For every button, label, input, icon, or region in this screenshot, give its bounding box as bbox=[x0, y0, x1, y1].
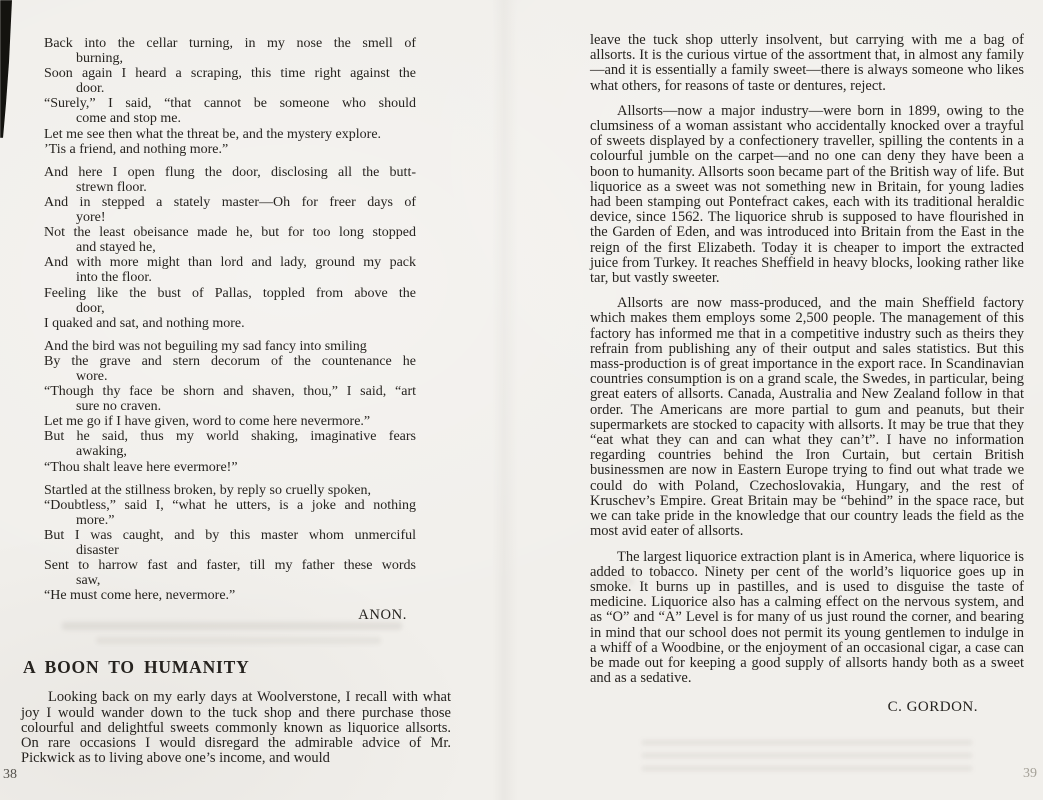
poem-line: come and stop me. bbox=[76, 111, 181, 127]
article-paragraph: The largest liquorice extraction plant is in America, where liquorice is added to tobacco. Ninety per cent of the world’s liquorice goes up in smoke. It burns up in pastilles, and is used to disguise the taste of medicine. Liquorice also has a calming effect on the nervous system, and as “O” and “A” Level is for many of us just round the corner, and bearing in mind that our school does not permit its young gentlemen to indulge in a whiff of a Woodbine, or the enjoyment of an occasional cigar, a case can be made out for keeping a good supply of allsorts handy both as a sweet and as a sedative. bbox=[590, 548, 1024, 687]
poem-line: “He must come here, nevermore.” bbox=[44, 588, 236, 604]
article-continuation bbox=[590, 33, 1024, 686]
poem-line: By the grave and stern decorum of the countenance he bbox=[44, 353, 416, 369]
show-through-smudge bbox=[62, 622, 402, 630]
left-page bbox=[21, 36, 451, 776]
poem-line: “Thou shalt leave here evermore!” bbox=[44, 459, 238, 475]
poem-line: door. bbox=[76, 81, 105, 97]
poem-line: sure no craven. bbox=[76, 399, 162, 415]
poem-line: Back into the cellar turning, in my nose the smell of bbox=[44, 36, 416, 51]
poem-line: ’Tis a friend, and nothing more.” bbox=[44, 141, 229, 157]
poem-line: “Though thy face be shorn and shaven, thou,” I said, “art bbox=[44, 384, 416, 400]
article-paragraph: Allsorts are now mass-produced, and the main Sheffield factory which makes them employs some 2,500 people. The management of this factory has informed me that in a competitive industry such as theirs they refrain from publishing any of their output and sales statistics. But this mass-production is of great importance in the export race. In Scandinavian countries consumption is on a grand scale, the Swedes, in particular, being great eaters of allsorts. Canada, Australia and New Zealand follow in that order. The Americans are more partial to gum and peanuts, but their supermarkets are stocked to capacity with allsorts. It may be true that they “eat what they can and can what they can’t”. I have no information regarding countries behind the Iron Curtain, but certain British businessmen are now in Eastern Europe trying to find out what trade we could do with Poland, Czechoslovakia, Hungary, and the rest of Kruschev’s Empire. Great Britain may be “behind” in the space race, but we can take pride in the knowledge that our country leads the field as the most avid eater of allsorts. bbox=[590, 295, 1024, 540]
poem-line: But he said, thus my world shaking, imaginative fears bbox=[44, 429, 416, 445]
poem-line: strewn floor. bbox=[76, 179, 147, 195]
poem-line: And in stepped a stately master—Oh for freer days of bbox=[44, 194, 416, 210]
poem-line: yore! bbox=[76, 210, 106, 226]
article-paragraph: leave the tuck shop utterly insolvent, but carrying with me a bag of allsorts. It is the curious virtue of the assortment that, in almost any family—and it is essentially a family sweet—there is always someone who likes what others, for reasons of taste or dentures, reject. bbox=[590, 32, 1024, 94]
poem-line: saw, bbox=[76, 573, 101, 589]
show-through-smudge bbox=[592, 577, 634, 585]
page-number-right: 39 bbox=[1023, 766, 1037, 781]
poem-line: burning, bbox=[76, 51, 124, 67]
poem-line: “Surely,” I said, “that cannot be someone who should bbox=[44, 96, 416, 112]
right-page bbox=[590, 33, 1024, 716]
poem-line: and stayed he, bbox=[76, 240, 156, 256]
poem bbox=[44, 36, 416, 603]
poem-stanza bbox=[44, 483, 416, 604]
poem-line: Sent to harrow fast and faster, till my father these words bbox=[44, 558, 416, 574]
poem-line: disaster bbox=[76, 543, 119, 558]
poem-line: Soon again I heard a scraping, this time right against the bbox=[44, 66, 416, 82]
show-through-smudge bbox=[96, 637, 381, 644]
scan-edge-artifact bbox=[0, 0, 14, 138]
poem-line: “Doubtless,” said I, “what he utters, is a joke and nothing bbox=[44, 497, 416, 513]
poem-line: more.” bbox=[76, 512, 115, 528]
article-opening-paragraph: Looking back on my early days at Woolverstone, I recall with what joy I would wander down to the tuck shop and there purchase those colourful and delightful sweets commonly known as liquorice allsorts. On rare occasions I would disregard the admirable advice of Mr. Pickwick as to living above one’s income, and would bbox=[21, 689, 451, 767]
poem-line: But I was caught, and by this master whom unmerciful bbox=[44, 527, 416, 543]
poem-line: Feeling like the bust of Pallas, toppled from above the bbox=[44, 285, 416, 301]
poem-line: And with more might than lord and lady, ground my pack bbox=[44, 255, 416, 271]
poem-line: Not the least obeisance made he, but for too long stopped bbox=[44, 225, 416, 241]
poem-stanza bbox=[44, 36, 416, 157]
poem-attribution: ANON. bbox=[358, 607, 407, 624]
page-number-left: 38 bbox=[3, 767, 17, 782]
poem-line: And here I open flung the door, disclosing all the butt- bbox=[44, 164, 416, 180]
poem-line: Startled at the stillness broken, by reply so cruelly spoken, bbox=[44, 482, 371, 498]
poem-line: awaking, bbox=[76, 444, 127, 460]
article-signature: C. GORDON. bbox=[887, 699, 978, 716]
show-through-smudge bbox=[642, 740, 972, 774]
poem-line: Let me see then what the threat be, and the mystery explore. bbox=[44, 126, 382, 142]
poem-line: And the bird was not beguiling my sad fancy into smiling bbox=[44, 338, 367, 354]
poem-line: into the floor. bbox=[76, 270, 152, 286]
poem-line: wore. bbox=[76, 368, 108, 384]
article-heading: A BOON TO HUMANITY bbox=[23, 657, 250, 678]
article-paragraph: Allsorts—now a major industry—were born in 1899, owing to the clumsiness of a woman assistant who accidentally knocked over a trayful of sweets displayed by a confectionery traveller, spilling the contents in a colourful jumble on the carpet—and no one can deny they have been a boon to humanity. Allsorts soon became part of the British way of life. But liquorice as a sweet was not something new in Britain, for young ladies had been stamping out Pontefract cakes, each with its traditional heraldic device, since 1562. The liquorice shrub is supposed to have flourished in the Garden of Eden, and was introduced into Britain from the East in the reign of the first Elizabeth. Today it is cheaper to import the extracted juice from Turkey. It reaches Sheffield in heavy blocks, looking rather like tar, but vastly sweeter. bbox=[590, 102, 1024, 287]
poem-line: door, bbox=[76, 300, 105, 316]
poem-stanza bbox=[44, 339, 416, 475]
poem-line: Let me go if I have given, word to come here nevermore.” bbox=[44, 414, 371, 430]
poem-line: I quaked and sat, and nothing more. bbox=[44, 315, 245, 331]
poem-stanza bbox=[44, 165, 416, 331]
